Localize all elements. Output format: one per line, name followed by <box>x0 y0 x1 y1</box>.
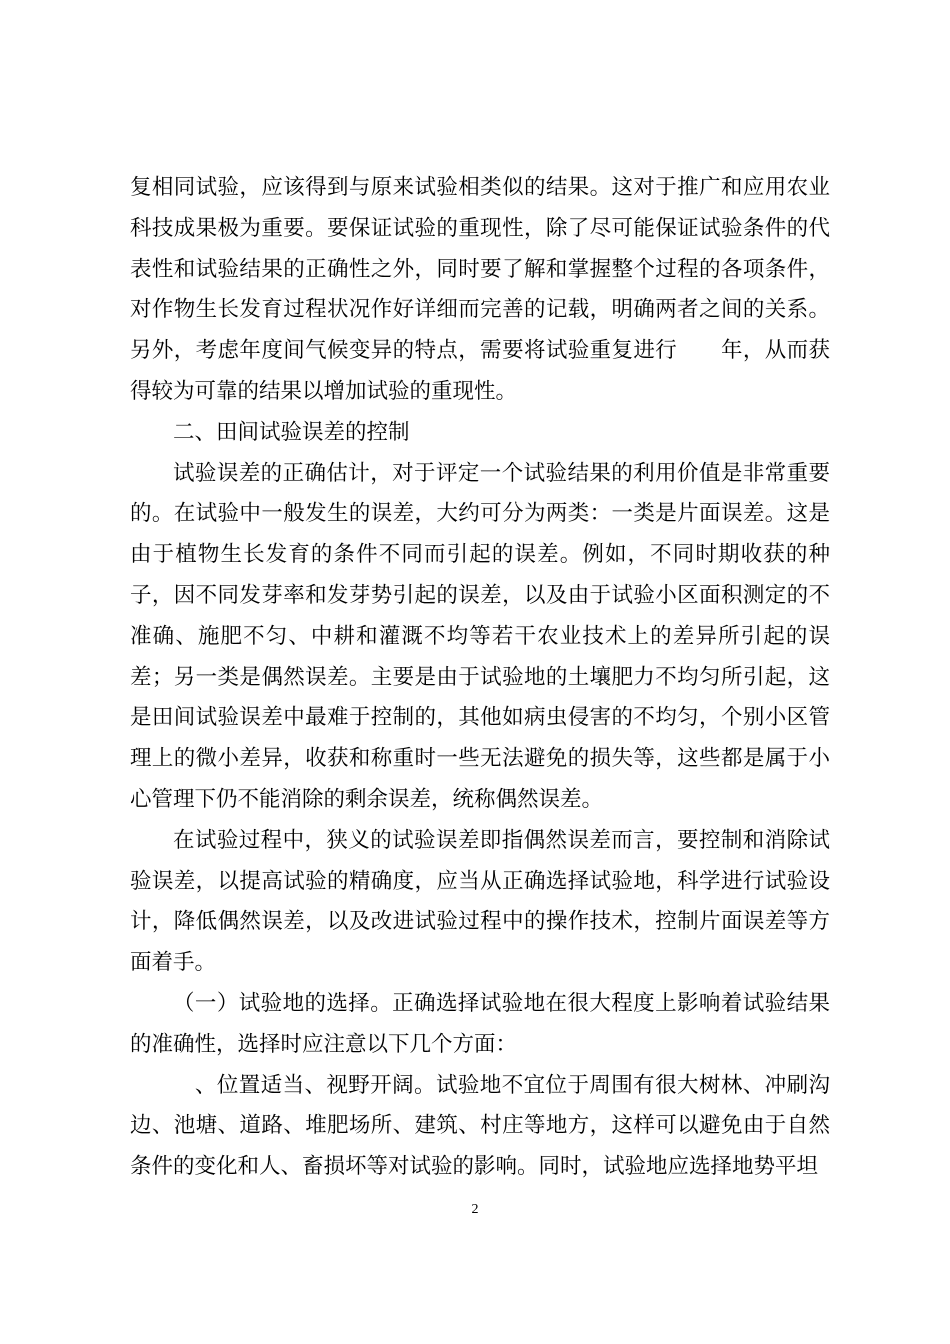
paragraph-location: 、位置适当、视野开阔。试验地不宜位于周围有很大树林、冲刷沟边、池塘、道路、堆肥场所、建筑、村庄等地方，这样可以避免由于自然条件的变化和人、畜损坏等对试验的影响。同时，试验地应选择地势平坦 <box>130 1072 830 1180</box>
page-number: 2 <box>471 1202 479 1217</box>
paragraph-error-types: 试验误差的正确估计，对于评定一个试验结果的利用价值是非常重要的。在试验中一般发生的误差，大约可分为两类：一类是片面误差。这是由于植物生长发育的条件不同而引起的误差。例如，不同时期收获的种子，因不同发芽率和发芽势引起的误差，以及由于试验小区面积测定的不准确、施肥不匀、中耕和灌溉不均等若干农业技术上的差异所引起的误差；另一类是偶然误差。主要是由于试验地的土壤肥力不均匀所引起，这是田间试验误差中最难于控制的，其他如病虫侵害的不均匀，个别小区管理上的微小差异，收获和称重时一些无法避免的损失等，这些都是属于小心管理下仍不能消除的剩余误差，统称偶然误差。 <box>130 460 830 812</box>
section-heading: 二、田间试验误差的控制 <box>173 419 410 445</box>
paragraph-error-control: 在试验过程中，狭义的试验误差即指偶然误差而言，要控制和消除试验误差，以提高试验的精确度，应当从正确选择试验地，科学进行试验设计，降低偶然误差，以及改进试验过程中的操作技术，控制片面误差等方面着手。 <box>130 827 830 976</box>
subsection-heading-site-selection: （一）试验地的选择。正确选择试验地在很大程度上影响着试验结果的准确性，选择时应注意以下几个方面： <box>130 990 830 1057</box>
document-body <box>130 168 830 1188</box>
paragraph-continuation: 复相同试验，应该得到与原来试验相类似的结果。这对于推广和应用农业科技成果极为重要。要保证试验的重现性，除了尽可能保证试验条件的代表性和试验结果的正确性之外，同时要了解和掌握整个过程的各项条件，对作物生长发育过程状况作好详细而完善的记载，明确两者之间的关系。另外，考虑年度间气候变异的特点，需要将试验重复进行 年，从而获得较为可靠的结果以增加试验的重现性。 <box>130 175 830 404</box>
